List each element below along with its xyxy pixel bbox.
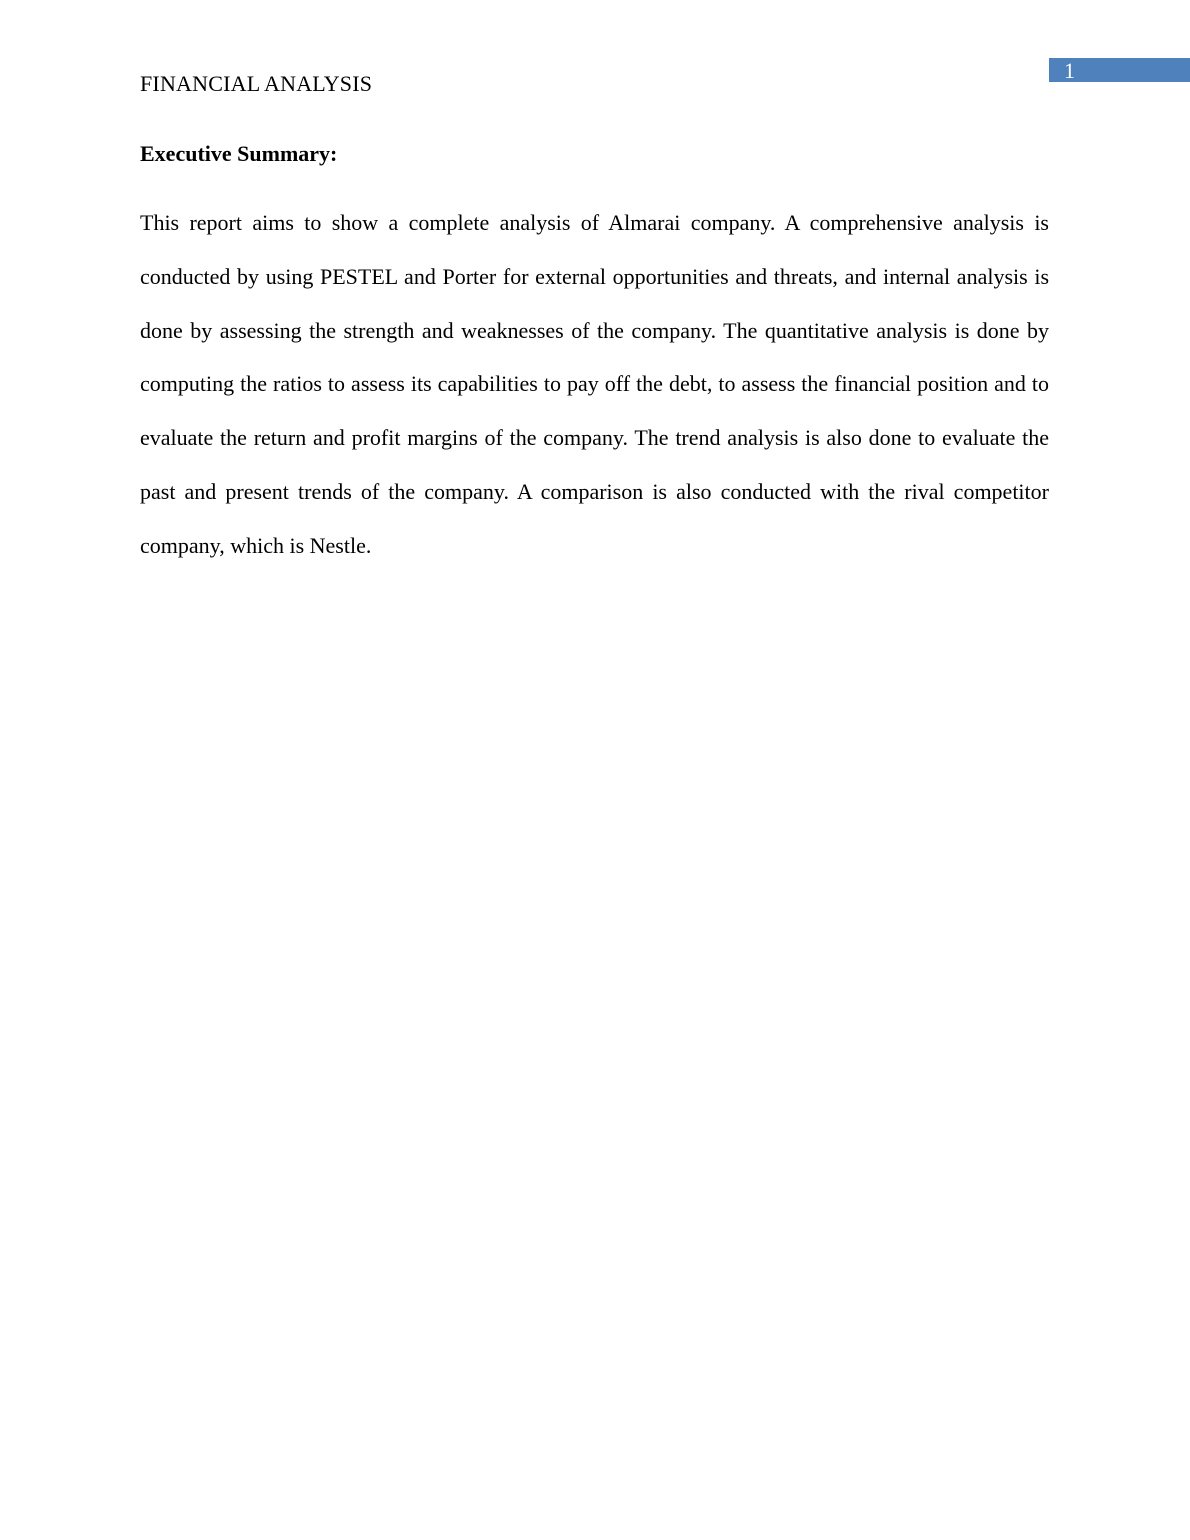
body-paragraph: This report aims to show a complete analysis of Almarai company. A comprehensive analysis is conducted by using PESTEL and Porter for external opportunities and threats, and internal analysis is done by assessing the strength and weaknesses of the company. The quantitative analysis is done by computing the ratios to assess its capabilities to pay off the debt, to assess the financial position and to evaluate the return and profit margins of the company. The trend analysis is also done to evaluate the past and present trends of the company. A comparison is also conducted with the rival competitor company, which is Nestle. [140, 210, 1049, 558]
section-heading: Executive Summary: [140, 141, 338, 166]
page-number: 1 [1064, 58, 1075, 83]
running-head: FINANCIAL ANALYSIS [140, 71, 373, 96]
